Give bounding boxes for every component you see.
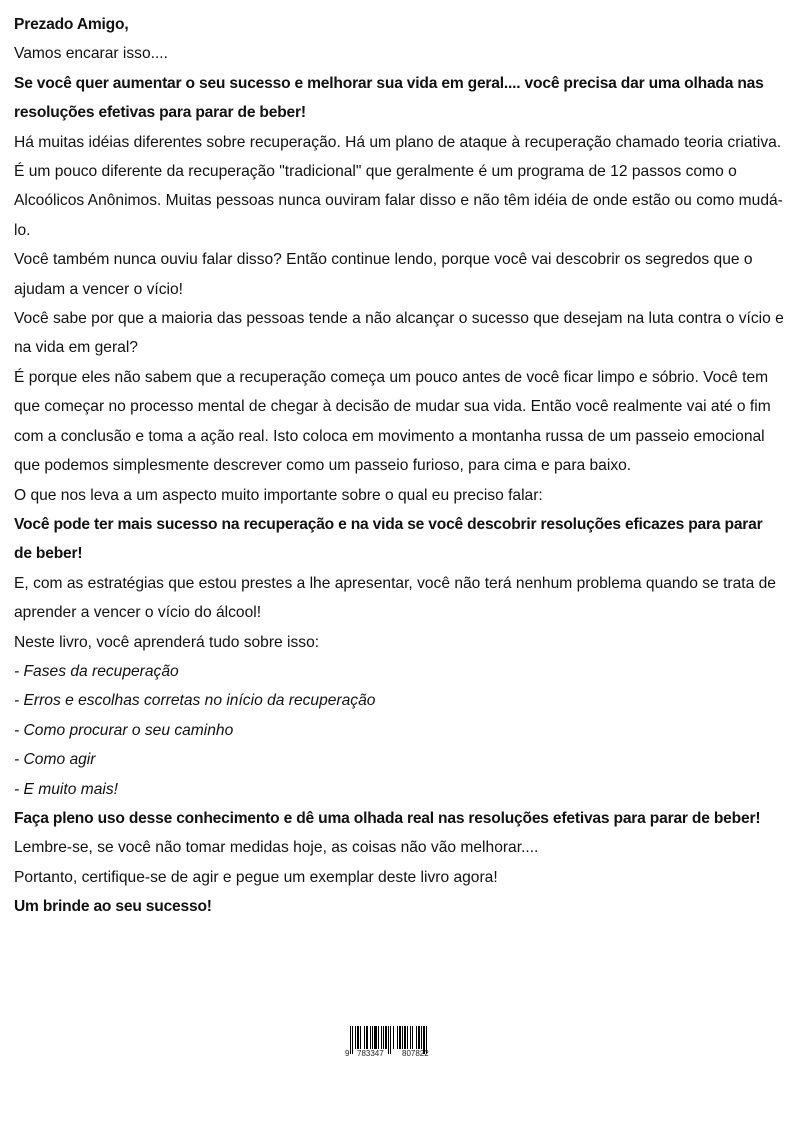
barcode-bar [366,1026,368,1049]
barcode-bar [412,1026,413,1049]
greeting: Prezado Amigo, [14,16,129,33]
barcode-bar [372,1026,373,1049]
barcode-bar [397,1026,398,1049]
barcode-bar [416,1026,417,1049]
barcode-bar [385,1026,387,1049]
call-to-action: Faça pleno uso desse conhecimento e dê uma olhada real nas resoluções efetivas para parar de beber! [14,809,761,827]
barcode-bar [381,1026,382,1049]
barcode-bar [364,1026,365,1049]
isbn-barcode [344,1026,448,1060]
letter-body [14,10,784,922]
barcode-bar [374,1026,377,1049]
list-item: - Erros e escolhas corretas no início da recuperação [14,692,376,710]
paragraph: É porque eles não sabem que a recuperação começa um pouco antes de você ficar limpo e sóbrio. Você tem que começar no processo mental de chegar à decisão de mudar sua vida. Então você realmente vai até o fim com a conclusão e toma a ação real. Isto coloca em movimento a montanha russa de um passeio emocional que podemos simplesmente descrever como um passeio furioso, para cima e para baixo. [14,368,771,475]
barcode-bar [399,1026,401,1049]
barcode-bar [407,1026,408,1049]
topic-list [14,657,784,804]
barcode-bar [383,1026,384,1049]
barcode-bar [388,1026,389,1054]
barcode-bar [402,1026,403,1049]
sign-off: Um brinde ao seu sucesso! [14,898,212,916]
bold-statement: Você pode ter mais sucesso na recuperação e na vida se você descobrir resoluções eficazes para parar de beber! [14,515,763,563]
barcode-bar [418,1026,420,1049]
list-intro: Neste livro, você aprenderá tudo sobre isso: [14,633,320,651]
reminder: Lembre-se, se você não tomar medidas hoje, as coisas não vão melhorar.... [14,839,539,857]
barcode-bar [410,1026,411,1049]
barcode-bar [352,1026,353,1054]
barcode-bar [355,1026,356,1049]
paragraph: O que nos leva a um aspecto muito importante sobre o qual eu preciso falar: [14,486,543,504]
paragraph: Você sabe por que a maioria das pessoas tende a não alcançar o sucesso que desejam na luta contra o vício e na vida em geral? [14,310,784,357]
barcode-bar [421,1026,422,1049]
barcode-bar [360,1026,361,1049]
barcode-graphic [344,1026,448,1060]
barcode-bar [370,1026,371,1049]
paragraph: Você também nunca ouviu falar disso? Então continue lendo, porque você vai descobrir os segredos que o ajudam a vencer o vício! [14,251,753,298]
intro-line: Vamos encarar isso.... [14,45,168,63]
barcode-bar [404,1026,406,1049]
barcode-digits-right: 807822 [402,1049,429,1058]
barcode-digits-left: 783347 [357,1049,384,1058]
list-item: - Como procurar o seu caminho [14,721,234,739]
barcode-bar [393,1026,394,1049]
headline: Se você quer aumentar o seu sucesso e melhorar sua vida em geral.... você precisa dar uma olhada nas resoluções efetivas para parar de beber! [14,74,764,122]
barcode-bar [378,1026,379,1049]
barcode-digit-lead: 9 [345,1049,350,1058]
barcode-bar [357,1026,359,1049]
barcode-bar [390,1026,391,1054]
list-item: - E muito mais! [14,780,118,798]
barcode-bar [350,1026,351,1054]
paragraph: Há muitas idéias diferentes sobre recuperação. Há um plano de ataque à recuperação chamado teoria criativa. É um pouco diferente da recuperação "tradicional" que geralmente é um programa de 12 passos como o Alcoólicos Anônimos. Muitas pessoas nunca ouviram falar disso e não têm idéia de onde estão ou como mudá-lo. [14,133,783,239]
paragraph: E, com as estratégias que estou prestes a lhe apresentar, você não terá nenhum problema quando se trata de aprender a vencer o vício do álcool! [14,574,776,622]
list-item: - Como agir [14,751,96,769]
list-item: - Fases da recuperação [14,662,179,680]
closing: Portanto, certifique-se de agir e pegue um exemplar deste livro agora! [14,868,498,886]
